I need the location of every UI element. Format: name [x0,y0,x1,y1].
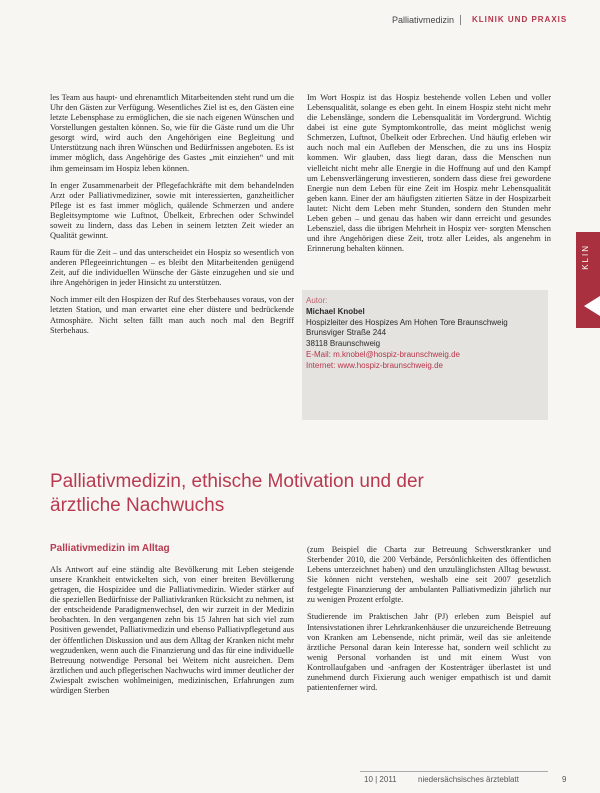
article-subheading: Palliativmedizin im Alltag [50,543,170,554]
section-title: Palliativmedizin [392,15,461,25]
author-name: Michael Knobel [306,306,365,316]
author-street: Brunsviger Straße 244 [306,328,387,338]
bottom-right-column [307,545,551,700]
arrow-left-icon [584,296,600,316]
author-web-link[interactable]: Internet: www.hospiz-braunschweig.de [306,360,443,370]
paragraph: Raum für die Zeit – und das unterscheidet ein Hospiz so wesentlich von anderen Pflegeeinrichtungen – es bleibt den Mitarbeitenden genügend Zeit, auf die individuellen Wünsche der Gäste einzugehen und sie und ihre Angehörigen in jeder Hinsicht zu unterstützen. [50,248,294,288]
bottom-left-column [50,565,294,703]
article-title-line: ärztliche Nachwuchs [50,495,225,517]
paragraph: les Team aus haupt- und ehrenamtlich Mitarbeitenden steht rund um die Uhr den Gästen zur Verfügung. Wesentliches Ziel ist es, den Gästen eine letzte Lebensphase zu ermöglichen, die sie nach eigenen Wünschen und Vorstellungen gestalten können. So, wie für die Gäste rund um die Uhr gesorgt wird, wird auch den Angehörigen eine Begleitung und Unterstützung nach ihren Wünschen und Bedürfnissen angeboten. Es ist immer möglich, dass Angehörige des Gastes „mit einziehen“ und mit ihm gemeinsam im Hospiz leben können. [50,93,294,173]
author-city: 38118 Braunschweig [306,339,381,349]
paragraph: Studierende im Praktischen Jahr (PJ) erleben zum Beispiel auf Intensivstationen ihrer Lehrkrankenhäuser die unzureichende Betreuung von Kranken am Lebensende, nicht primär, weil das sie anleitende ärztliche Personal daran kein Interesse hat, sondern weil schlicht zu wenig Personal vorhanden ist und mit einem Wust von Kontrollaufgaben und -anfragen der Kostenträger überlastet ist und zunehmend durch Fixierung auch weniger empathisch ist und damit patientenferner wird. [307,612,551,693]
journal-name: niedersächsisches ärzteblatt [418,775,519,784]
author-email-link[interactable]: E-Mail: m.knobel@hospiz-braunschweig.de [306,349,460,359]
page-header [0,8,600,30]
footer-divider [360,771,548,772]
article-title-line: Palliativmedizin, ethische Motivation und der [50,471,424,492]
paragraph: Als Antwort auf eine ständig alte Bevölkerung mit Leben steigende unsere Krankheit entwickelten sich, von einer breiten Bevölkerung getragen, die Hospizidee und die Palliativmedizin. Wieder stärker auf die speziellen Bedürfnisse der Palliativkranken Rücksicht zu nehmen, ist der entscheidende Paradigmenwechsel, den wir zurzeit in der Medizin beobachten. In den vergangenen zehn bis 15 Jahren hat sich viel zum Positiven gewendet, Palliativmedizin und ebenso Palliativpflegetund aus der öffentlichen Diskussion und aus dem Alltag der Kranken nicht mehr wegzudenken, wenn auch die Finanzierung und das für eine individuelle Betreuung notwendige Personal bei Weitem nicht ausreichen. Dem ärztlichen und auch pflegerischen Nachwuchs wird immer deutlicher der Zwiespalt zwischen wohlmeinigen, medizinischen, Erfahrungen zum würdigen Sterben [50,565,294,695]
page-footer [0,775,600,789]
author-label: Autor: [306,296,328,305]
category-label: KLINIK UND PRAXIS [472,15,568,24]
page-number: 9 [562,775,567,784]
paragraph: (zum Beispiel die Charta zur Betreuung Schwerstkranker und Sterbender 2010, die 200 Verbände, Persönlichkeiten des öffentlichen Lebens unterzeichnet haben) und den unzulänglichsten Alltag bewusst. Sie können nicht verstehen, weshalb eine seit 2007 gesetzlich festgelegte Finanzierung der ambulanten Palliativmedizin jährlich nur zu wenigen Prozent erfolgte. [307,545,551,605]
article-title [50,470,570,518]
author-role: Hospizleiter des Hospizes Am Hohen Tore Braunschweig [306,317,508,327]
top-left-column [50,93,294,343]
paragraph: Im Wort Hospiz ist das Hospiz bestehende vollen Leben und voller Lebensqualität, solange es eben geht. In einem Hospiz steht nicht mehr die Lebenslänge, sondern die Lebensqualität im Vordergrund. Wichtig dabei ist eine gute Symptomkontrolle, das meint möglichst wenig Schmerzen, Luftnot, Übelkeit oder Erbrechen. Und häufig erleben wir auch noch mal ein Aufleben der Menschen, die zu uns ins Hospiz kommen. Wir glauben, dass liegt daran, dass die Menschen nun vielleicht nicht mehr alle Energie in die Hoffnung auf und den Kampf um Lebensverlängerung investieren, sondern dass diese frei gewordene Energie nun dem Leben für eine Zeit im Hospiz mehr Lebensqualität geben kann. Einer der am häufigsten zitierten Sätze in der Hospizarbeit lautet: Nicht dem Leben mehr Stunden, sondern den Stunden mehr Leben geben – und genau das haben wir dann erreicht und gesundes Lebensziel, dass die übrigen Mehrheit in Hospiz ver- sorgten Menschen und ihre Angehörigen diese Zeit, trotz aller Leides, als angenehm in Erinnerung behalten können. [307,93,551,254]
side-tab-label: KLIN [581,244,590,270]
paragraph: Noch immer eilt den Hospizen der Ruf des Sterbehauses voraus, von der letzten Station, und man erwartet eine eher düstere und bedrückende Atmosphäre. Nicht selten fällt man auch noch mal den Begriff Sterbehaus. [50,295,294,335]
top-right-column [307,93,551,261]
paragraph: In enger Zusammenarbeit der Pflegefachkräfte mit dem behandelnden Arzt oder Palliativmediziner, sowie mit interessierten, ganzheitlicher Pflege ist es fast immer möglich, quälende Schmerzen und andere Begleitsymptome wie Luftnot, Übelkeit, Erbrechen oder Schwindel soweit zu lindern, dass das Leben in seinem letzten Zeit wieder an Qualität gewinnt. [50,180,294,241]
issue-number: 10 | 2011 [364,775,397,784]
author-box [302,290,548,420]
